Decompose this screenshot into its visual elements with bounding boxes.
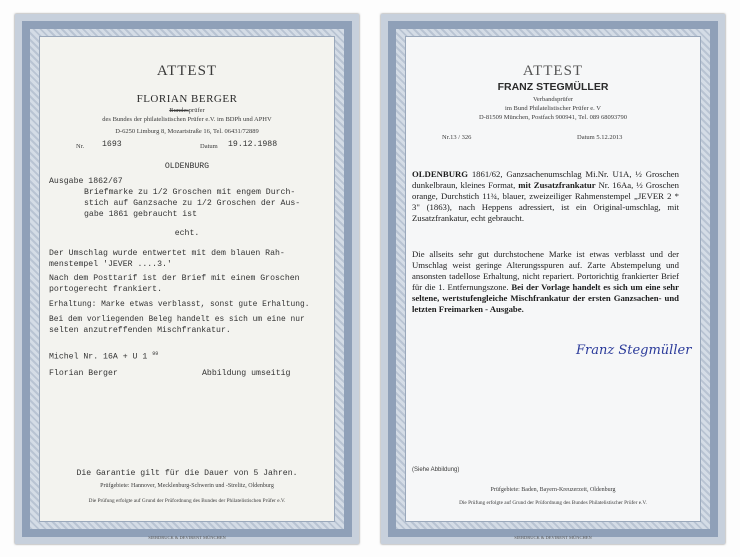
text-line: stich auf Ganzsache zu 1/2 Groschen der Aus- bbox=[84, 199, 301, 208]
certificate-number: Nr.13 / 326 bbox=[442, 134, 472, 141]
printer-imprint: SIEBDRUCK & DEVIRENT MÜNCHEN bbox=[514, 535, 592, 540]
text-line: selten anzutreffenden Mischfrankatur. bbox=[49, 326, 231, 335]
examiner-organization: des Bundes der philatelistischen Prüfer e.V. im BDPh und APHV bbox=[102, 116, 272, 123]
certificate-right bbox=[381, 14, 725, 544]
certificate-number: 1693 bbox=[102, 140, 122, 149]
text-line: Der Umschlag wurde entwertet mit dem blauen Rah- bbox=[49, 249, 285, 258]
certificate-title: ATTEST bbox=[522, 63, 584, 79]
certificate-title: ATTEST bbox=[156, 63, 218, 79]
section-heading: OLDENBURG bbox=[164, 162, 210, 171]
guarantee-text: Die Garantie gilt für die Dauer von 5 Jahren. bbox=[76, 469, 298, 478]
text-line: Nach dem Posttarif ist der Brief mit einem Groschen bbox=[49, 274, 300, 283]
text-line: Bei dem vorliegenden Beleg handelt es sich um eine nur bbox=[49, 315, 305, 324]
illustration-note: Abbildung umseitig bbox=[202, 369, 291, 378]
verdict: echt. bbox=[174, 229, 200, 238]
description-paragraph: OLDENBURG 1861/62, Ganzsachenumschlag Mi.Nr. U1A, ½ Groschen dunkelbraun, kleines Format, mit Zusatzfrankatur Nr. 16Aa, ½ Groschen orange, Durchstich 11¾, blauer, zweizeiliger Rahmenstempel „JEVER 2 * 3" (1863), nach Heppens adressiert, ist ein Original-umschlag, mit Zusatzfrankatur, echt gebraucht. bbox=[412, 169, 679, 223]
examiner-address: D-6250 Limburg 8, Mozartstraße 16, Tel. 06431/72889 bbox=[115, 128, 259, 135]
text-line: gabe 1861 gebraucht ist bbox=[84, 210, 198, 219]
examiner-role: Bundesprüfer bbox=[169, 107, 205, 114]
examination-regions: Prüfgebiete: Baden, Bayern-Kreuzerzeit, Oldenburg bbox=[490, 487, 616, 493]
examiner-role: Verbandsprüfer bbox=[532, 96, 574, 103]
certificate-right-body bbox=[405, 36, 701, 522]
examiner-name: FRANZ STEGMÜLLER bbox=[497, 81, 609, 93]
examination-regions: Prüfgebiete: Hannover, Mecklenburg-Schwerin und -Strelitz, Oldenburg bbox=[100, 483, 274, 489]
text-line: portogerecht frankiert. bbox=[49, 285, 163, 294]
text-line: Ausgabe 1862/67 bbox=[49, 177, 123, 186]
date-label: Datum bbox=[200, 143, 218, 150]
nr-label: Nr. bbox=[76, 143, 85, 150]
certificate-left-body bbox=[39, 36, 335, 522]
text-line: Briefmarke zu 1/2 Groschen mit engem Durch- bbox=[84, 188, 296, 197]
examiner-address: D-81509 München, Postfach 900941, Tel. 089 68093790 bbox=[478, 114, 627, 121]
examiner-signature-text: Florian Berger bbox=[49, 369, 118, 378]
handwritten-signature: Franz Stegmüller bbox=[576, 343, 692, 358]
examiner-name: FLORIAN BERGER bbox=[136, 93, 238, 105]
examiner-organization: im Bund Philatelistischer Prüfer e. V bbox=[505, 105, 601, 112]
illustration-note: (Siehe Abbildung) bbox=[412, 467, 460, 473]
text-line: Erhaltung: Marke etwas verblasst, sonst gute Erhaltung. bbox=[49, 300, 310, 309]
certificate-left bbox=[15, 14, 359, 544]
text-line: menstempel 'JEVER ....3.' bbox=[49, 260, 172, 269]
certificate-date: Datum 5.12.2013 bbox=[577, 134, 623, 141]
condition-paragraph: Die allseits sehr gut durchstochene Marke ist etwas verblasst und der Umschlag weist geringe Alterungsspuren auf. Zarte Abstempelung und ansonsten tadellose Erhaltung, nicht repariert. Portorichtig frankierter Brief für die 1. Entfernungszone. Bei der Vorlage handelt es sich um eine sehr seltene, wertstufengleiche Mischfrankatur der ersten Ganzsachen- und letzten Freimarken - Ausgabe. bbox=[412, 249, 679, 314]
certificate-date: 19.12.1988 bbox=[228, 140, 278, 149]
printer-imprint: SIEBDRUCK & DEVIRENT MÜNCHEN bbox=[148, 535, 226, 540]
michel-number: Michel Nr. 16A + U 1 $^{99}$ bbox=[49, 351, 159, 362]
footnote: Die Prüfung erfolgte auf Grund der Prüfordnung des Bundes Philatelistischer Prüfer e.V. bbox=[459, 500, 647, 506]
footnote: Die Prüfung erfolgte auf Grund der Prüfordnung des Bundes der Philatelistischen Prüfer e.V. bbox=[88, 498, 286, 504]
